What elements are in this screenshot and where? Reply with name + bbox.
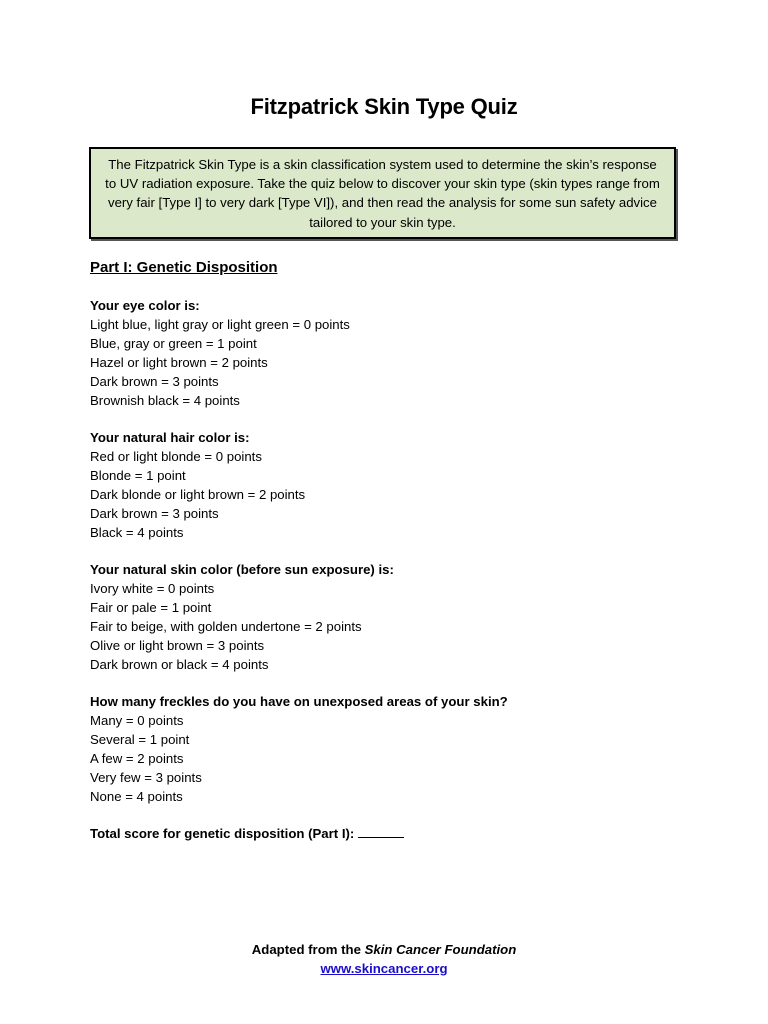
total-score-blank[interactable] [358,824,404,838]
answer-option: Very few = 3 points [90,770,202,785]
answer-option: None = 4 points [90,789,183,804]
answer-option: Hazel or light brown = 2 points [90,355,268,370]
answer-option: Dark brown = 3 points [90,506,219,521]
attribution-org: Skin Cancer Foundation [364,942,517,957]
question-hair-color [90,428,690,542]
answer-option: Dark brown = 3 points [90,374,219,389]
footer [0,940,768,978]
question-skin-color [90,560,690,674]
answer-option: Fair or pale = 1 point [90,600,212,615]
answer-option: Light blue, light gray or light green = 0 points [90,317,350,332]
answer-option: Blonde = 1 point [90,468,186,483]
question-eye-color [90,296,690,410]
intro-box: The Fitzpatrick Skin Type is a skin classification system used to determine the skin’s response to UV radiation exposure. Take the quiz below to discover your skin type (skin types range from very fair [Type I] to very dark [Type VI]), and then read the analysis for some sun safety advice tailored to your skin type. [89,147,676,239]
answer-option: Fair to beige, with golden undertone = 2 points [90,619,362,634]
answer-option: Red or light blonde = 0 points [90,449,262,464]
answer-option: Ivory white = 0 points [90,581,215,596]
answer-option: Dark brown or black = 4 points [90,657,269,672]
attribution-prefix: Adapted from the [251,942,365,957]
attribution [0,940,768,959]
question-label: Your natural hair color is: [90,430,250,445]
answer-option: Dark blonde or light brown = 2 points [90,487,306,502]
total-score-line [90,824,690,843]
answer-option: A few = 2 points [90,751,184,766]
question-label: Your eye color is: [90,298,200,313]
answer-option: Olive or light brown = 3 points [90,638,265,653]
total-score-label: Total score for genetic disposition (Part I): [90,826,355,841]
answer-option: Blue, gray or green = 1 point [90,336,257,351]
answer-option: Several = 1 point [90,732,190,747]
answer-option: Brownish black = 4 points [90,393,240,408]
part-1-section [90,258,690,843]
part-1-heading: Part I: Genetic Disposition [90,259,278,276]
question-label: Your natural skin color (before sun exposure) is: [90,562,394,577]
question-label: How many freckles do you have on unexposed areas of your skin? [90,694,508,709]
answer-option: Black = 4 points [90,525,184,540]
question-freckles [90,692,690,806]
answer-option: Many = 0 points [90,713,184,728]
website-link[interactable]: www.skincancer.org [320,961,448,976]
page-title: Fitzpatrick Skin Type Quiz [250,94,518,119]
